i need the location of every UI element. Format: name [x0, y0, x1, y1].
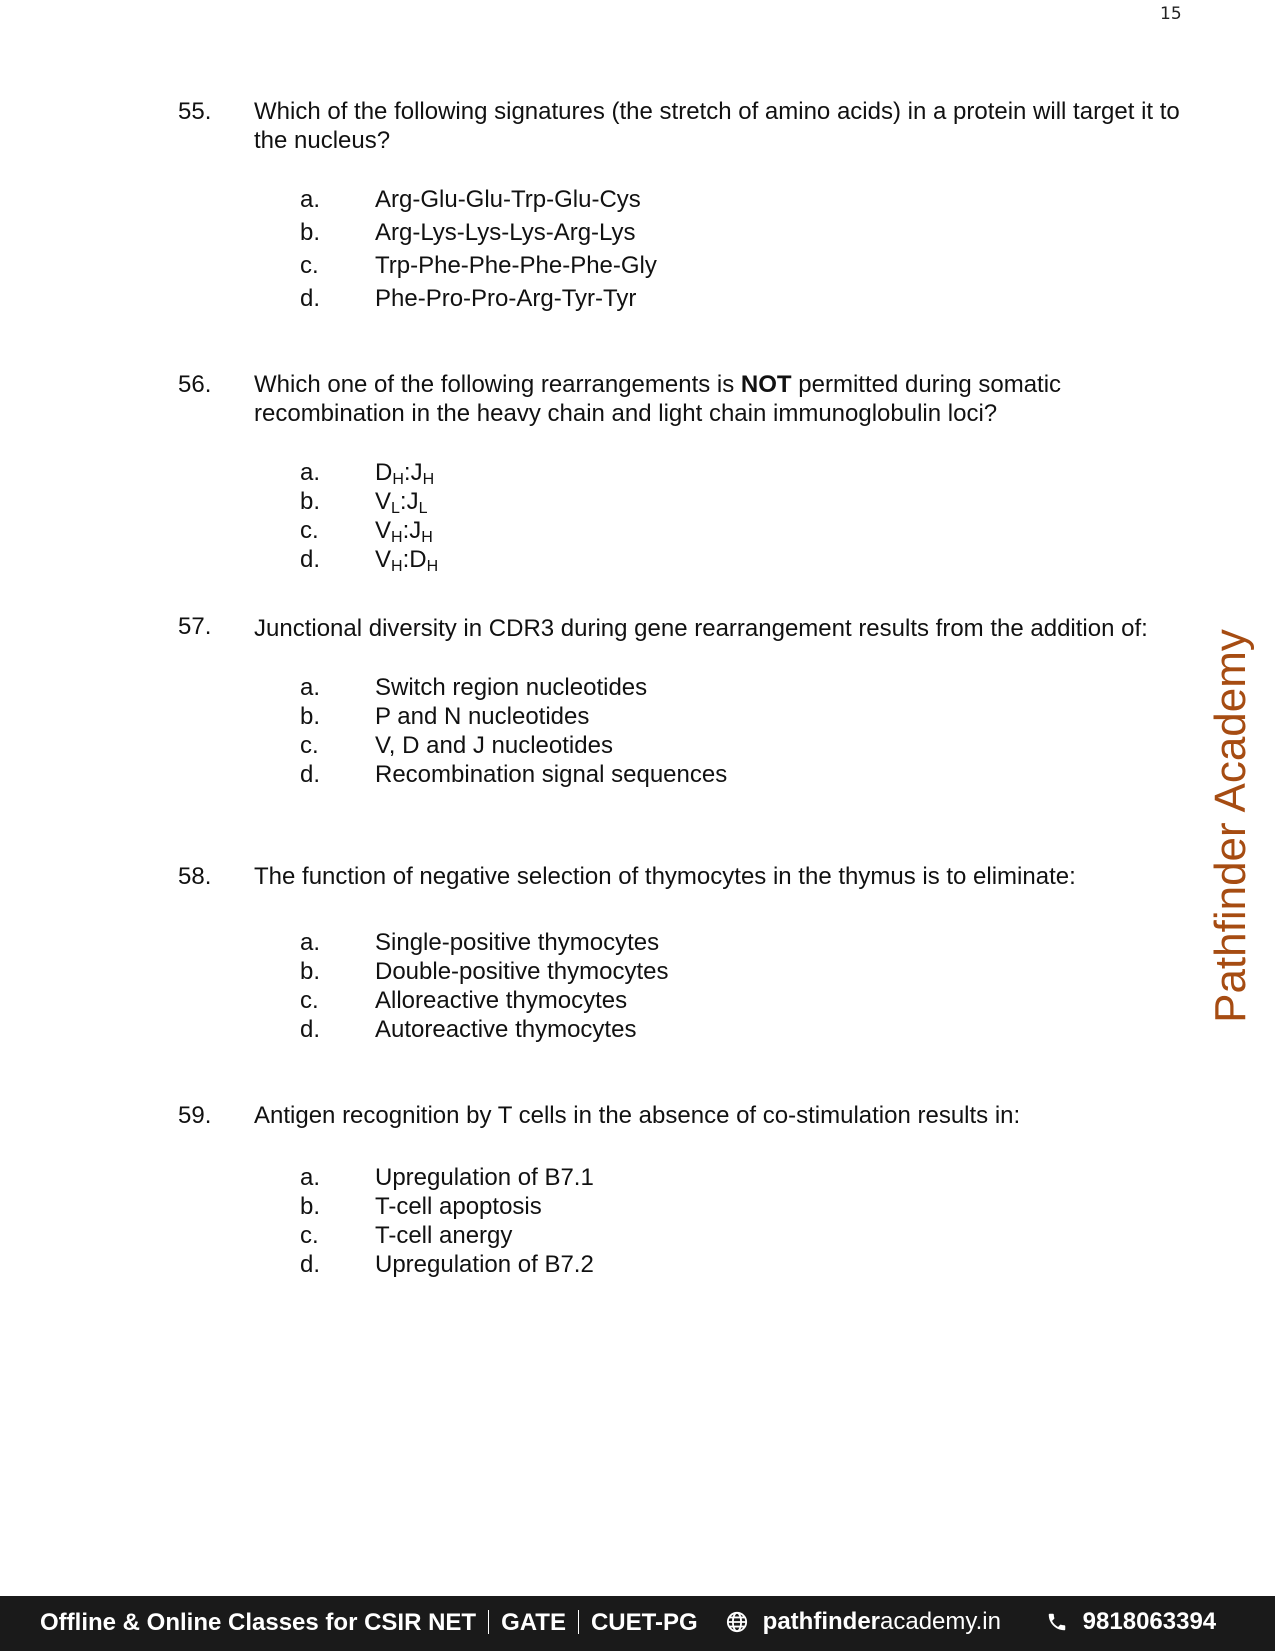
- option-letter: b.: [300, 488, 321, 515]
- option-a: [178, 673, 1188, 702]
- option-letter: c.: [300, 1222, 319, 1249]
- option-text: V, D and J nucleotides: [375, 732, 613, 759]
- option-text: [375, 545, 438, 574]
- option-b: [178, 487, 1188, 516]
- option-d: [178, 1015, 1188, 1044]
- subscript: H: [392, 471, 404, 488]
- option-text: Phe-Pro-Pro-Arg-Tyr-Tyr: [375, 285, 637, 312]
- option-text: Upregulation of B7.1: [375, 1164, 594, 1191]
- footer-bar: [0, 1596, 1275, 1651]
- option-letter: d.: [300, 285, 321, 312]
- option-letter: c.: [300, 987, 319, 1014]
- segment: D: [409, 546, 427, 573]
- question-57: [178, 612, 1188, 789]
- watermark-pathfinder-academy: Pathfinder Academy: [1206, 629, 1255, 1023]
- options-list: [178, 458, 1188, 574]
- segment: J: [409, 517, 422, 544]
- option-letter: a.: [300, 674, 321, 701]
- page-number: 15: [1160, 4, 1182, 24]
- option-d: [178, 284, 1188, 313]
- question-number: 57.: [178, 613, 212, 640]
- question-55: [178, 97, 1188, 313]
- footer-phone[interactable]: [1046, 1608, 1216, 1636]
- question-58: [178, 862, 1188, 1044]
- option-text: Double-positive thymocytes: [375, 958, 669, 985]
- footer-classes-text: Offline & Online Classes for CSIR NET: [40, 1609, 477, 1636]
- segment: V: [375, 546, 392, 573]
- option-b: [178, 957, 1188, 986]
- option-letter: a.: [300, 929, 321, 956]
- option-text: P and N nucleotides: [375, 703, 590, 730]
- question-text: [254, 370, 1188, 428]
- option-b: [178, 702, 1188, 731]
- option-c: [178, 986, 1188, 1015]
- option-b: [178, 1192, 1188, 1221]
- option-text: Autoreactive thymocytes: [375, 1016, 637, 1043]
- subscript: H: [391, 529, 403, 546]
- question-text: The function of negative selection of thymocytes in the thymus is to eliminate:: [254, 863, 1076, 890]
- option-text: Single-positive thymocytes: [375, 929, 660, 956]
- option-text: Upregulation of B7.2: [375, 1251, 594, 1278]
- option-text: T-cell anergy: [375, 1222, 513, 1249]
- question-number: 56.: [178, 371, 212, 398]
- colon: :: [402, 517, 410, 544]
- option-b: [178, 218, 1188, 247]
- website-rest: academy.in: [880, 1608, 1001, 1635]
- option-letter: d.: [300, 761, 321, 788]
- option-text: Alloreactive thymocytes: [375, 987, 628, 1014]
- subscript: H: [421, 529, 433, 546]
- option-letter: d.: [300, 546, 321, 573]
- colon: :: [402, 546, 410, 573]
- colon: :: [403, 459, 411, 486]
- footer-classes: [40, 1609, 698, 1637]
- website-bold: pathfinder: [762, 1608, 880, 1635]
- option-text: Arg-Glu-Glu-Trp-Glu-Cys: [375, 186, 641, 213]
- option-letter: d.: [300, 1016, 321, 1043]
- option-a: [178, 458, 1188, 487]
- divider: [578, 1610, 579, 1634]
- question-text: Antigen recognition by T cells in the absence of co-stimulation results in:: [254, 1102, 1021, 1129]
- options-list: [178, 673, 1188, 789]
- option-a: [178, 185, 1188, 214]
- question-56: [178, 370, 1188, 574]
- question-number: 59.: [178, 1102, 212, 1129]
- footer-exam-cuet: CUET-PG: [590, 1609, 698, 1636]
- segment: V: [375, 488, 392, 515]
- option-letter: c.: [300, 732, 319, 759]
- subscript: L: [418, 500, 428, 517]
- emphasis-not: NOT: [740, 371, 792, 398]
- segment: J: [406, 488, 419, 515]
- question-number: 55.: [178, 98, 212, 125]
- option-c: [178, 731, 1188, 760]
- option-letter: d.: [300, 1251, 321, 1278]
- globe-icon: [726, 1608, 763, 1635]
- option-c: [178, 251, 1188, 280]
- subscript: H: [426, 558, 439, 575]
- option-letter: c.: [300, 252, 319, 279]
- option-letter: b.: [300, 219, 321, 246]
- question-59: [178, 1101, 1188, 1279]
- segment: D: [375, 459, 393, 486]
- option-text: Trp-Phe-Phe-Phe-Phe-Gly: [375, 252, 657, 279]
- subscript: H: [391, 558, 403, 575]
- option-text: [375, 487, 428, 516]
- phone-icon: [1046, 1608, 1083, 1635]
- option-letter: a.: [300, 459, 321, 486]
- option-letter: a.: [300, 186, 321, 213]
- segment: V: [375, 517, 392, 544]
- question-text-part: Which one of the following rearrangements is: [254, 371, 741, 398]
- options-list: [178, 1163, 1188, 1279]
- subscript: H: [422, 471, 435, 488]
- divider: [488, 1610, 489, 1634]
- footer-website[interactable]: [726, 1608, 1001, 1636]
- phone-number: 9818063394: [1082, 1608, 1217, 1635]
- question-number: 58.: [178, 863, 212, 890]
- option-c: [178, 516, 1188, 545]
- option-letter: a.: [300, 1164, 321, 1191]
- options-list: [178, 928, 1188, 1044]
- option-text: Arg-Lys-Lys-Lys-Arg-Lys: [375, 219, 636, 246]
- question-text-part: permitted during somatic recombination in the heavy chain and light chain immunoglobulin loci?: [254, 371, 1062, 427]
- segment: J: [410, 459, 423, 486]
- question-text: Junctional diversity in CDR3 during gene rearrangement results from the addition of:: [254, 615, 1148, 642]
- option-c: [178, 1221, 1188, 1250]
- footer-exam-gate: GATE: [501, 1609, 566, 1636]
- colon: :: [399, 488, 407, 515]
- option-letter: c.: [300, 517, 319, 544]
- option-text: T-cell apoptosis: [375, 1193, 542, 1220]
- option-d: [178, 1250, 1188, 1279]
- option-text: [375, 516, 433, 545]
- option-text: Recombination signal sequences: [375, 761, 728, 788]
- subscript: L: [391, 500, 400, 517]
- question-text: Which of the following signatures (the stretch of amino acids) in a protein will target it to the nucleus?: [254, 98, 1180, 154]
- option-letter: b.: [300, 703, 321, 730]
- option-d: [178, 545, 1188, 574]
- options-list: [178, 185, 1188, 313]
- option-letter: b.: [300, 1193, 321, 1220]
- option-a: [178, 928, 1188, 957]
- option-text: [375, 458, 434, 487]
- option-d: [178, 760, 1188, 789]
- option-a: [178, 1163, 1188, 1192]
- option-letter: b.: [300, 958, 321, 985]
- option-text: Switch region nucleotides: [375, 674, 648, 701]
